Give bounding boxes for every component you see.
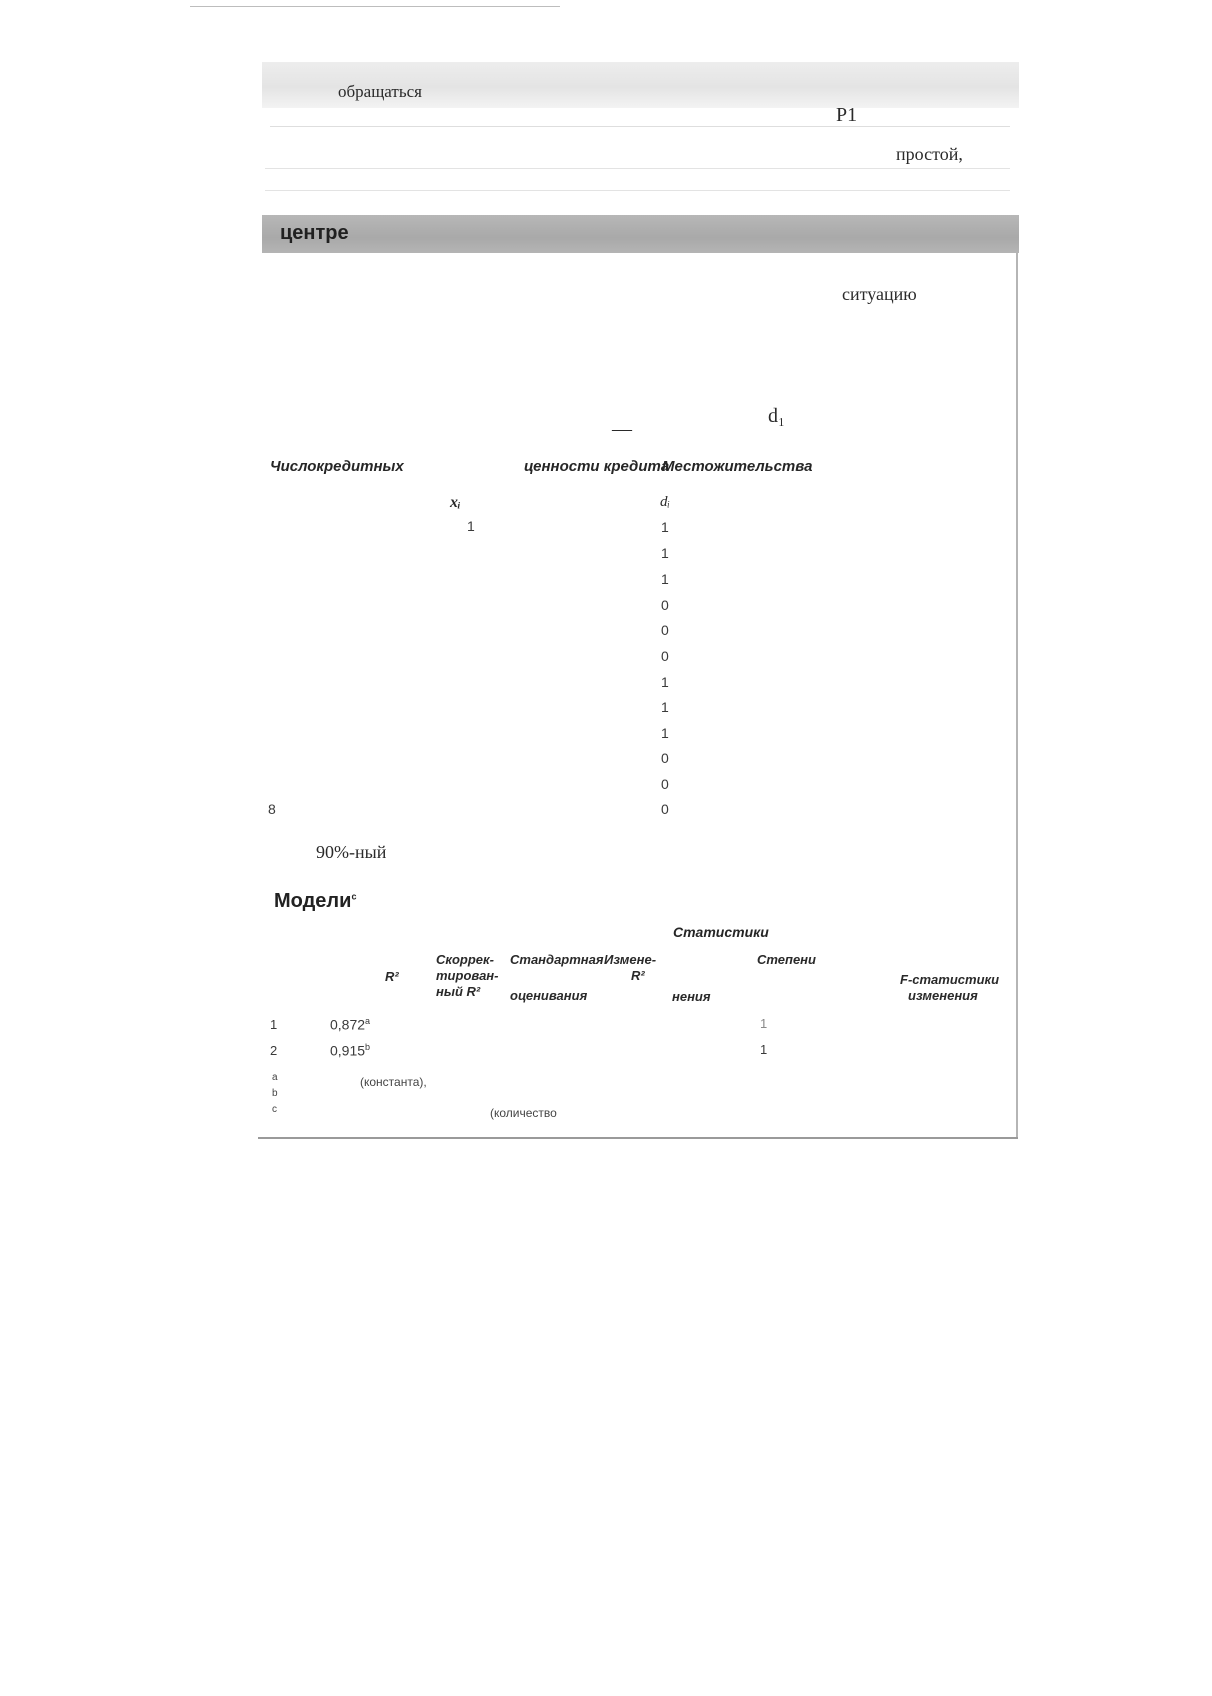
first-x-value: 1 xyxy=(467,518,475,534)
model-title-sup: c xyxy=(351,891,357,902)
d-cell: 0 xyxy=(661,648,669,664)
last-row-label: 8 xyxy=(268,801,276,817)
col-header-value: ценности кредита xyxy=(524,458,670,475)
footnote-mark: a xyxy=(272,1072,278,1083)
page-bottom-border xyxy=(258,1137,1018,1139)
symbol-x: xᵢ xyxy=(450,494,461,511)
header-standard: Стандартная xyxy=(510,952,604,967)
header-estimation: оценивания xyxy=(510,988,588,1003)
group-header-statistics: Статистики xyxy=(673,924,769,940)
text-90-percent: 90%-ный xyxy=(316,842,387,862)
row-model-number: 2 xyxy=(270,1043,278,1058)
header-change: Измене- xyxy=(604,952,657,967)
d-cell: 0 xyxy=(661,750,669,766)
text-dash: — xyxy=(612,418,632,440)
d-cell: 0 xyxy=(661,801,669,817)
row-model-number: 1 xyxy=(270,1017,278,1032)
header-degrees: Степени xyxy=(757,952,816,967)
page-right-border xyxy=(1016,253,1018,1139)
d-cell: 0 xyxy=(661,622,669,638)
header-adjusted-line: Скоррек- xyxy=(436,952,494,967)
text-apply: обращаться xyxy=(338,82,422,101)
section-title: центре xyxy=(280,222,349,244)
col-header-residence: Местожительства xyxy=(662,458,813,475)
col-header-credits: Числокредитных xyxy=(270,458,404,475)
header-change-r2: R² xyxy=(631,968,645,983)
d-cell: 1 xyxy=(661,725,669,741)
d-cell: 1 xyxy=(661,674,669,690)
header-adjusted-r2 xyxy=(436,952,498,1000)
d-cell: 1 xyxy=(661,699,669,715)
text-d1: d₁ xyxy=(768,405,785,427)
d-cell: 1 xyxy=(661,519,669,535)
row-df: 1 xyxy=(760,1042,768,1057)
row-r2 xyxy=(330,1016,370,1033)
header-fstat: F-статистики xyxy=(900,972,1000,987)
model-title-text: Модели xyxy=(274,890,352,912)
scan-artifact xyxy=(265,168,1010,169)
footnote-text: (количество xyxy=(490,1106,557,1120)
row-r2-sup: b xyxy=(365,1042,371,1052)
scan-artifact xyxy=(265,190,1010,191)
model-title xyxy=(274,890,356,913)
header-r2: R² xyxy=(385,969,399,984)
symbol-d: dᵢ xyxy=(660,494,670,510)
d-cell: 1 xyxy=(661,545,669,561)
row-r2-value: 0,872 xyxy=(330,1016,366,1033)
d-cell: 0 xyxy=(661,776,669,792)
footnote-mark: c xyxy=(272,1104,277,1115)
text-simple: простой, xyxy=(896,144,963,164)
d-cell: 1 xyxy=(661,571,669,587)
header-fstat-change: изменения xyxy=(908,988,978,1003)
scan-artifact xyxy=(270,126,1010,127)
footnote-mark: b xyxy=(272,1088,278,1099)
header-adjusted-line: тирован- xyxy=(436,968,499,983)
header-adjusted-line: ный R² xyxy=(436,984,481,999)
row-df: 1 xyxy=(760,1016,768,1031)
row-r2 xyxy=(330,1042,370,1059)
header-change-b: нения xyxy=(672,989,711,1004)
d-cell: 0 xyxy=(661,597,669,613)
top-rule xyxy=(190,6,560,7)
section-bar xyxy=(262,215,1019,253)
row-r2-sup: a xyxy=(365,1016,371,1026)
row-r2-value: 0,915 xyxy=(330,1042,366,1059)
footnote-text: (константа), xyxy=(360,1075,427,1089)
text-p1: P1 xyxy=(836,104,858,126)
text-situation: ситуацию xyxy=(842,284,917,304)
